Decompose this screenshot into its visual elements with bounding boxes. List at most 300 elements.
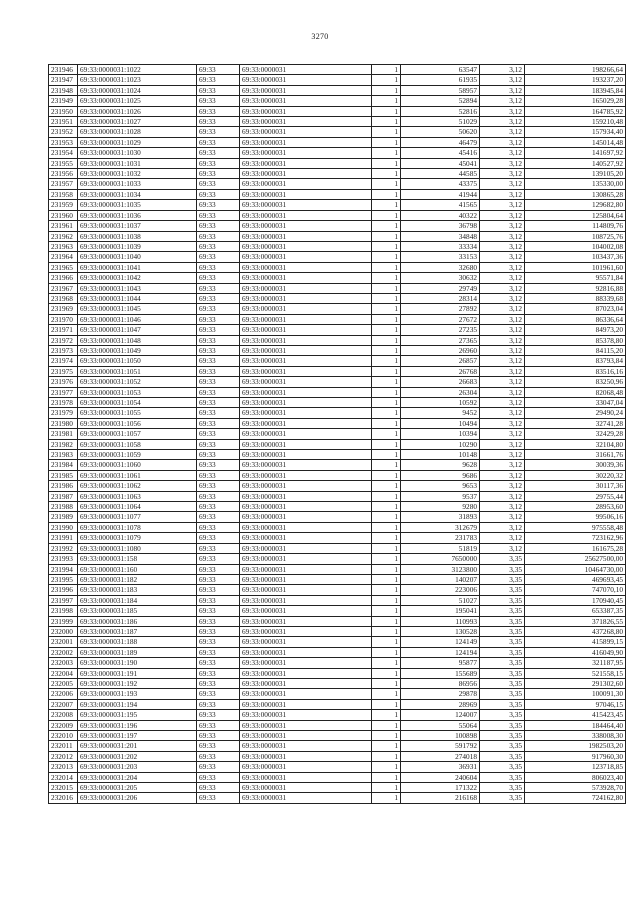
cadastral-block-cell: 69:33:0000031 bbox=[240, 65, 372, 75]
cadastral-district-cell: 69:33 bbox=[197, 377, 240, 387]
cadastral-block-cell: 69:33:0000031 bbox=[240, 262, 372, 272]
specific-value-cell: 3,35 bbox=[480, 731, 525, 741]
count-cell: 1 bbox=[372, 85, 401, 95]
count-cell: 1 bbox=[372, 585, 401, 595]
cadastral-value-cell: 415423,45 bbox=[525, 710, 626, 720]
area-cell: 43375 bbox=[401, 179, 480, 189]
cadastral-district-cell: 69:33 bbox=[197, 502, 240, 512]
cadastral-value-cell: 416049,90 bbox=[525, 647, 626, 657]
cadastral-value-cell: 129682,80 bbox=[525, 200, 626, 210]
cadastral-value-cell: 95571,84 bbox=[525, 273, 626, 283]
cadastral-block-cell: 69:33:0000031 bbox=[240, 522, 372, 532]
count-cell: 1 bbox=[372, 137, 401, 147]
area-cell: 52816 bbox=[401, 106, 480, 116]
table-row bbox=[49, 491, 626, 501]
row-number-cell: 231987 bbox=[49, 491, 78, 501]
cadastral-block-cell: 69:33:0000031 bbox=[240, 398, 372, 408]
table-row bbox=[49, 335, 626, 345]
cadastral-district-cell: 69:33 bbox=[197, 460, 240, 470]
table-row bbox=[49, 595, 626, 605]
count-cell: 1 bbox=[372, 658, 401, 668]
count-cell: 1 bbox=[372, 221, 401, 231]
row-number-cell: 231976 bbox=[49, 377, 78, 387]
table-row bbox=[49, 439, 626, 449]
area-cell: 34848 bbox=[401, 231, 480, 241]
cadastral-value-cell: 84973,20 bbox=[525, 325, 626, 335]
specific-value-cell: 3,12 bbox=[480, 231, 525, 241]
cadastral-number-cell: 69:33:0000031:1043 bbox=[78, 283, 197, 293]
specific-value-cell: 3,12 bbox=[480, 533, 525, 543]
cadastral-number-cell: 69:33:0000031:1063 bbox=[78, 491, 197, 501]
cadastral-district-cell: 69:33 bbox=[197, 616, 240, 626]
specific-value-cell: 3,35 bbox=[480, 720, 525, 730]
cadastral-number-cell: 69:33:0000031:1044 bbox=[78, 293, 197, 303]
cadastral-district-cell: 69:33 bbox=[197, 127, 240, 137]
cadastral-number-cell: 69:33:0000031:1027 bbox=[78, 117, 197, 127]
cadastral-number-cell: 69:33:0000031:1042 bbox=[78, 273, 197, 283]
specific-value-cell: 3,12 bbox=[480, 387, 525, 397]
cadastral-number-cell: 69:33:0000031:195 bbox=[78, 710, 197, 720]
table-row bbox=[49, 273, 626, 283]
area-cell: 45041 bbox=[401, 158, 480, 168]
cadastral-block-cell: 69:33:0000031 bbox=[240, 148, 372, 158]
specific-value-cell: 3,12 bbox=[480, 356, 525, 366]
specific-value-cell: 3,12 bbox=[480, 450, 525, 460]
specific-value-cell: 3,35 bbox=[480, 585, 525, 595]
cadastral-district-cell: 69:33 bbox=[197, 158, 240, 168]
table-row bbox=[49, 626, 626, 636]
area-cell: 10148 bbox=[401, 450, 480, 460]
count-cell: 1 bbox=[372, 502, 401, 512]
count-cell: 1 bbox=[372, 450, 401, 460]
table-row bbox=[49, 699, 626, 709]
cadastral-district-cell: 69:33 bbox=[197, 637, 240, 647]
cadastral-number-cell: 69:33:0000031:1054 bbox=[78, 398, 197, 408]
row-number-cell: 232000 bbox=[49, 626, 78, 636]
cadastral-number-cell: 69:33:0000031:193 bbox=[78, 689, 197, 699]
row-number-cell: 232009 bbox=[49, 720, 78, 730]
count-cell: 1 bbox=[372, 762, 401, 772]
cadastral-value-cell: 198266,64 bbox=[525, 65, 626, 75]
specific-value-cell: 3,12 bbox=[480, 398, 525, 408]
area-cell: 28969 bbox=[401, 699, 480, 709]
cadastral-number-cell: 69:33:0000031:190 bbox=[78, 658, 197, 668]
specific-value-cell: 3,35 bbox=[480, 741, 525, 751]
cadastral-block-cell: 69:33:0000031 bbox=[240, 75, 372, 85]
cadastral-number-cell: 69:33:0000031:1080 bbox=[78, 543, 197, 553]
cadastral-value-cell: 29490,24 bbox=[525, 408, 626, 418]
cadastral-value-cell: 723162,96 bbox=[525, 533, 626, 543]
row-number-cell: 232010 bbox=[49, 731, 78, 741]
cadastral-district-cell: 69:33 bbox=[197, 273, 240, 283]
area-cell: 30632 bbox=[401, 273, 480, 283]
cadastral-number-cell: 69:33:0000031:1047 bbox=[78, 325, 197, 335]
area-cell: 9280 bbox=[401, 502, 480, 512]
count-cell: 1 bbox=[372, 231, 401, 241]
cadastral-block-cell: 69:33:0000031 bbox=[240, 783, 372, 793]
cadastral-value-cell: 82068,48 bbox=[525, 387, 626, 397]
cadastral-block-cell: 69:33:0000031 bbox=[240, 418, 372, 428]
table-row bbox=[49, 678, 626, 688]
cadastral-district-cell: 69:33 bbox=[197, 75, 240, 85]
row-number-cell: 231958 bbox=[49, 189, 78, 199]
cadastral-district-cell: 69:33 bbox=[197, 189, 240, 199]
cadastral-number-cell: 69:33:0000031:182 bbox=[78, 574, 197, 584]
cadastral-value-cell: 193237,20 bbox=[525, 75, 626, 85]
cadastral-number-cell: 69:33:0000031:1056 bbox=[78, 418, 197, 428]
cadastral-number-cell: 69:33:0000031:1046 bbox=[78, 314, 197, 324]
cadastral-number-cell: 69:33:0000031:189 bbox=[78, 647, 197, 657]
area-cell: 26960 bbox=[401, 345, 480, 355]
count-cell: 1 bbox=[372, 470, 401, 480]
cadastral-number-cell: 69:33:0000031:1035 bbox=[78, 200, 197, 210]
row-number-cell: 231994 bbox=[49, 564, 78, 574]
cadastral-value-cell: 164785,92 bbox=[525, 106, 626, 116]
cadastral-value-cell: 84115,20 bbox=[525, 345, 626, 355]
cadastral-block-cell: 69:33:0000031 bbox=[240, 564, 372, 574]
specific-value-cell: 3,12 bbox=[480, 137, 525, 147]
count-cell: 1 bbox=[372, 751, 401, 761]
cadastral-district-cell: 69:33 bbox=[197, 741, 240, 751]
cadastral-block-cell: 69:33:0000031 bbox=[240, 512, 372, 522]
count-cell: 1 bbox=[372, 595, 401, 605]
table-row bbox=[49, 75, 626, 85]
specific-value-cell: 3,35 bbox=[480, 554, 525, 564]
specific-value-cell: 3,12 bbox=[480, 148, 525, 158]
cadastral-value-cell: 130865,28 bbox=[525, 189, 626, 199]
cadastral-value-cell: 141697,92 bbox=[525, 148, 626, 158]
count-cell: 1 bbox=[372, 533, 401, 543]
cadastral-block-cell: 69:33:0000031 bbox=[240, 762, 372, 772]
row-number-cell: 231956 bbox=[49, 169, 78, 179]
area-cell: 31893 bbox=[401, 512, 480, 522]
cadastral-district-cell: 69:33 bbox=[197, 398, 240, 408]
row-number-cell: 231992 bbox=[49, 543, 78, 553]
cadastral-block-cell: 69:33:0000031 bbox=[240, 470, 372, 480]
specific-value-cell: 3,12 bbox=[480, 200, 525, 210]
row-number-cell: 232013 bbox=[49, 762, 78, 772]
cadastral-district-cell: 69:33 bbox=[197, 626, 240, 636]
row-number-cell: 231978 bbox=[49, 398, 78, 408]
row-number-cell: 231990 bbox=[49, 522, 78, 532]
table-row bbox=[49, 741, 626, 751]
table-row bbox=[49, 783, 626, 793]
cadastral-number-cell: 69:33:0000031:183 bbox=[78, 585, 197, 595]
cadastral-district-cell: 69:33 bbox=[197, 65, 240, 75]
cadastral-value-cell: 101961,60 bbox=[525, 262, 626, 272]
area-cell: 274018 bbox=[401, 751, 480, 761]
count-cell: 1 bbox=[372, 616, 401, 626]
specific-value-cell: 3,35 bbox=[480, 678, 525, 688]
cadastral-value-cell: 30220,32 bbox=[525, 470, 626, 480]
row-number-cell: 231985 bbox=[49, 470, 78, 480]
area-cell: 50620 bbox=[401, 127, 480, 137]
count-cell: 1 bbox=[372, 158, 401, 168]
count-cell: 1 bbox=[372, 75, 401, 85]
cadastral-number-cell: 69:33:0000031:1058 bbox=[78, 439, 197, 449]
table-row bbox=[49, 606, 626, 616]
cadastral-number-cell: 69:33:0000031:1031 bbox=[78, 158, 197, 168]
cadastral-block-cell: 69:33:0000031 bbox=[240, 158, 372, 168]
area-cell: 51027 bbox=[401, 595, 480, 605]
specific-value-cell: 3,35 bbox=[480, 647, 525, 657]
cadastral-district-cell: 69:33 bbox=[197, 647, 240, 657]
area-cell: 10592 bbox=[401, 398, 480, 408]
row-number-cell: 231972 bbox=[49, 335, 78, 345]
row-number-cell: 231962 bbox=[49, 231, 78, 241]
table-row bbox=[49, 512, 626, 522]
table-row bbox=[49, 137, 626, 147]
specific-value-cell: 3,12 bbox=[480, 325, 525, 335]
area-cell: 3123800 bbox=[401, 564, 480, 574]
specific-value-cell: 3,12 bbox=[480, 293, 525, 303]
cadastral-district-cell: 69:33 bbox=[197, 345, 240, 355]
area-cell: 40322 bbox=[401, 210, 480, 220]
area-cell: 52894 bbox=[401, 96, 480, 106]
specific-value-cell: 3,12 bbox=[480, 179, 525, 189]
count-cell: 1 bbox=[372, 731, 401, 741]
cadastral-district-cell: 69:33 bbox=[197, 533, 240, 543]
specific-value-cell: 3,12 bbox=[480, 210, 525, 220]
cadastral-value-cell: 159210,48 bbox=[525, 117, 626, 127]
cadastral-value-cell: 92816,88 bbox=[525, 283, 626, 293]
cadastral-value-cell: 28953,60 bbox=[525, 502, 626, 512]
area-cell: 45416 bbox=[401, 148, 480, 158]
table-row bbox=[49, 637, 626, 647]
table-row bbox=[49, 668, 626, 678]
row-number-cell: 231948 bbox=[49, 85, 78, 95]
row-number-cell: 232008 bbox=[49, 710, 78, 720]
cadastral-number-cell: 69:33:0000031:1059 bbox=[78, 450, 197, 460]
cadastral-value-cell: 724162,80 bbox=[525, 793, 626, 803]
cadastral-number-cell: 69:33:0000031:1029 bbox=[78, 137, 197, 147]
cadastral-district-cell: 69:33 bbox=[197, 117, 240, 127]
count-cell: 1 bbox=[372, 668, 401, 678]
area-cell: 26768 bbox=[401, 366, 480, 376]
count-cell: 1 bbox=[372, 606, 401, 616]
specific-value-cell: 3,12 bbox=[480, 470, 525, 480]
row-number-cell: 231957 bbox=[49, 179, 78, 189]
cadastral-district-cell: 69:33 bbox=[197, 491, 240, 501]
table-row bbox=[49, 502, 626, 512]
specific-value-cell: 3,35 bbox=[480, 637, 525, 647]
cadastral-district-cell: 69:33 bbox=[197, 429, 240, 439]
specific-value-cell: 3,12 bbox=[480, 85, 525, 95]
row-number-cell: 231975 bbox=[49, 366, 78, 376]
count-cell: 1 bbox=[372, 699, 401, 709]
specific-value-cell: 3,35 bbox=[480, 606, 525, 616]
cadastral-block-cell: 69:33:0000031 bbox=[240, 137, 372, 147]
cadastral-number-cell: 69:33:0000031:1078 bbox=[78, 522, 197, 532]
table-row bbox=[49, 200, 626, 210]
row-number-cell: 231974 bbox=[49, 356, 78, 366]
row-number-cell: 231950 bbox=[49, 106, 78, 116]
count-cell: 1 bbox=[372, 377, 401, 387]
cadastral-number-cell: 69:33:0000031:1039 bbox=[78, 241, 197, 251]
cadastral-value-cell: 32429,28 bbox=[525, 429, 626, 439]
cadastral-block-cell: 69:33:0000031 bbox=[240, 169, 372, 179]
specific-value-cell: 3,12 bbox=[480, 522, 525, 532]
table-row bbox=[49, 377, 626, 387]
cadastral-number-cell: 69:33:0000031:194 bbox=[78, 699, 197, 709]
count-cell: 1 bbox=[372, 460, 401, 470]
cadastral-district-cell: 69:33 bbox=[197, 606, 240, 616]
row-number-cell: 232006 bbox=[49, 689, 78, 699]
cadastral-value-cell: 29755,44 bbox=[525, 491, 626, 501]
cadastral-district-cell: 69:33 bbox=[197, 314, 240, 324]
area-cell: 223006 bbox=[401, 585, 480, 595]
cadastral-block-cell: 69:33:0000031 bbox=[240, 252, 372, 262]
cadastral-district-cell: 69:33 bbox=[197, 699, 240, 709]
cadastral-number-cell: 69:33:0000031:205 bbox=[78, 783, 197, 793]
cadastral-block-cell: 69:33:0000031 bbox=[240, 293, 372, 303]
count-cell: 1 bbox=[372, 273, 401, 283]
cadastral-number-cell: 69:33:0000031:1049 bbox=[78, 345, 197, 355]
cadastral-district-cell: 69:33 bbox=[197, 751, 240, 761]
cadastral-value-cell: 165029,28 bbox=[525, 96, 626, 106]
cadastral-district-cell: 69:33 bbox=[197, 585, 240, 595]
table-row bbox=[49, 616, 626, 626]
cadastral-value-cell: 125804,64 bbox=[525, 210, 626, 220]
cadastral-number-cell: 69:33:0000031:1040 bbox=[78, 252, 197, 262]
area-cell: 55064 bbox=[401, 720, 480, 730]
cadastral-number-cell: 69:33:0000031:202 bbox=[78, 751, 197, 761]
area-cell: 140207 bbox=[401, 574, 480, 584]
cadastral-number-cell: 69:33:0000031:1034 bbox=[78, 189, 197, 199]
cadastral-value-cell: 140527,92 bbox=[525, 158, 626, 168]
cadastral-value-cell: 371826,55 bbox=[525, 616, 626, 626]
specific-value-cell: 3,12 bbox=[480, 335, 525, 345]
cadastral-value-cell: 100091,30 bbox=[525, 689, 626, 699]
area-cell: 86956 bbox=[401, 678, 480, 688]
cadastral-block-cell: 69:33:0000031 bbox=[240, 741, 372, 751]
count-cell: 1 bbox=[372, 179, 401, 189]
cadastral-block-cell: 69:33:0000031 bbox=[240, 439, 372, 449]
cadastral-block-cell: 69:33:0000031 bbox=[240, 585, 372, 595]
cadastral-district-cell: 69:33 bbox=[197, 783, 240, 793]
count-cell: 1 bbox=[372, 314, 401, 324]
cadastral-number-cell: 69:33:0000031:1038 bbox=[78, 231, 197, 241]
specific-value-cell: 3,12 bbox=[480, 439, 525, 449]
cadastral-value-cell: 87023,04 bbox=[525, 304, 626, 314]
count-cell: 1 bbox=[372, 127, 401, 137]
area-cell: 26304 bbox=[401, 387, 480, 397]
specific-value-cell: 3,12 bbox=[480, 345, 525, 355]
cadastral-block-cell: 69:33:0000031 bbox=[240, 106, 372, 116]
cadastral-value-cell: 86336,64 bbox=[525, 314, 626, 324]
specific-value-cell: 3,12 bbox=[480, 460, 525, 470]
area-cell: 41565 bbox=[401, 200, 480, 210]
row-number-cell: 232001 bbox=[49, 637, 78, 647]
count-cell: 1 bbox=[372, 418, 401, 428]
table-row bbox=[49, 710, 626, 720]
table-row bbox=[49, 564, 626, 574]
specific-value-cell: 3,35 bbox=[480, 689, 525, 699]
area-cell: 27365 bbox=[401, 335, 480, 345]
cadastral-value-cell: 33047,04 bbox=[525, 398, 626, 408]
cadastral-number-cell: 69:33:0000031:1041 bbox=[78, 262, 197, 272]
specific-value-cell: 3,35 bbox=[480, 699, 525, 709]
specific-value-cell: 3,12 bbox=[480, 96, 525, 106]
cadastral-number-cell: 69:33:0000031:185 bbox=[78, 606, 197, 616]
cadastral-block-cell: 69:33:0000031 bbox=[240, 189, 372, 199]
cadastral-district-cell: 69:33 bbox=[197, 106, 240, 116]
row-number-cell: 231989 bbox=[49, 512, 78, 522]
table-row bbox=[49, 366, 626, 376]
row-number-cell: 231953 bbox=[49, 137, 78, 147]
row-number-cell: 232007 bbox=[49, 699, 78, 709]
cadastral-value-cell: 30039,36 bbox=[525, 460, 626, 470]
cadastral-number-cell: 69:33:0000031:1077 bbox=[78, 512, 197, 522]
row-number-cell: 231979 bbox=[49, 408, 78, 418]
area-cell: 26857 bbox=[401, 356, 480, 366]
cadastral-district-cell: 69:33 bbox=[197, 231, 240, 241]
area-cell: 51819 bbox=[401, 543, 480, 553]
count-cell: 1 bbox=[372, 169, 401, 179]
count-cell: 1 bbox=[372, 106, 401, 116]
table-row bbox=[49, 585, 626, 595]
cadastral-value-cell: 975558,48 bbox=[525, 522, 626, 532]
area-cell: 61935 bbox=[401, 75, 480, 85]
page-number: 3270 bbox=[311, 32, 329, 41]
table-row bbox=[49, 720, 626, 730]
cadastral-number-cell: 69:33:0000031:188 bbox=[78, 637, 197, 647]
table-row bbox=[49, 460, 626, 470]
count-cell: 1 bbox=[372, 429, 401, 439]
cadastral-block-cell: 69:33:0000031 bbox=[240, 314, 372, 324]
row-number-cell: 231999 bbox=[49, 616, 78, 626]
count-cell: 1 bbox=[372, 335, 401, 345]
cadastral-number-cell: 69:33:0000031:196 bbox=[78, 720, 197, 730]
cadastral-district-cell: 69:33 bbox=[197, 169, 240, 179]
row-number-cell: 231988 bbox=[49, 502, 78, 512]
cadastral-district-cell: 69:33 bbox=[197, 450, 240, 460]
row-number-cell: 231986 bbox=[49, 481, 78, 491]
count-cell: 1 bbox=[372, 252, 401, 262]
cadastral-number-cell: 69:33:0000031:1036 bbox=[78, 210, 197, 220]
cadastral-number-cell: 69:33:0000031:1030 bbox=[78, 148, 197, 158]
cadastral-value-cell: 469693,45 bbox=[525, 574, 626, 584]
cadastral-block-cell: 69:33:0000031 bbox=[240, 626, 372, 636]
count-cell: 1 bbox=[372, 366, 401, 376]
cadastral-number-cell: 69:33:0000031:203 bbox=[78, 762, 197, 772]
specific-value-cell: 3,12 bbox=[480, 189, 525, 199]
count-cell: 1 bbox=[372, 304, 401, 314]
cadastral-district-cell: 69:33 bbox=[197, 512, 240, 522]
cadastral-district-cell: 69:33 bbox=[197, 689, 240, 699]
specific-value-cell: 3,12 bbox=[480, 314, 525, 324]
table-row bbox=[49, 314, 626, 324]
table-row bbox=[49, 481, 626, 491]
cadastral-block-cell: 69:33:0000031 bbox=[240, 574, 372, 584]
area-cell: 124194 bbox=[401, 647, 480, 657]
area-cell: 36931 bbox=[401, 762, 480, 772]
cadastral-value-cell: 108725,76 bbox=[525, 231, 626, 241]
specific-value-cell: 3,12 bbox=[480, 366, 525, 376]
specific-value-cell: 3,12 bbox=[480, 491, 525, 501]
cadastral-value-cell: 32741,28 bbox=[525, 418, 626, 428]
cadastral-block-cell: 69:33:0000031 bbox=[240, 450, 372, 460]
cadastral-district-cell: 69:33 bbox=[197, 658, 240, 668]
specific-value-cell: 3,12 bbox=[480, 169, 525, 179]
area-cell: 27672 bbox=[401, 314, 480, 324]
count-cell: 1 bbox=[372, 283, 401, 293]
area-cell: 46479 bbox=[401, 137, 480, 147]
table-row bbox=[49, 731, 626, 741]
cadastral-district-cell: 69:33 bbox=[197, 200, 240, 210]
cadastral-value-cell: 415899,15 bbox=[525, 637, 626, 647]
cadastral-district-cell: 69:33 bbox=[197, 710, 240, 720]
